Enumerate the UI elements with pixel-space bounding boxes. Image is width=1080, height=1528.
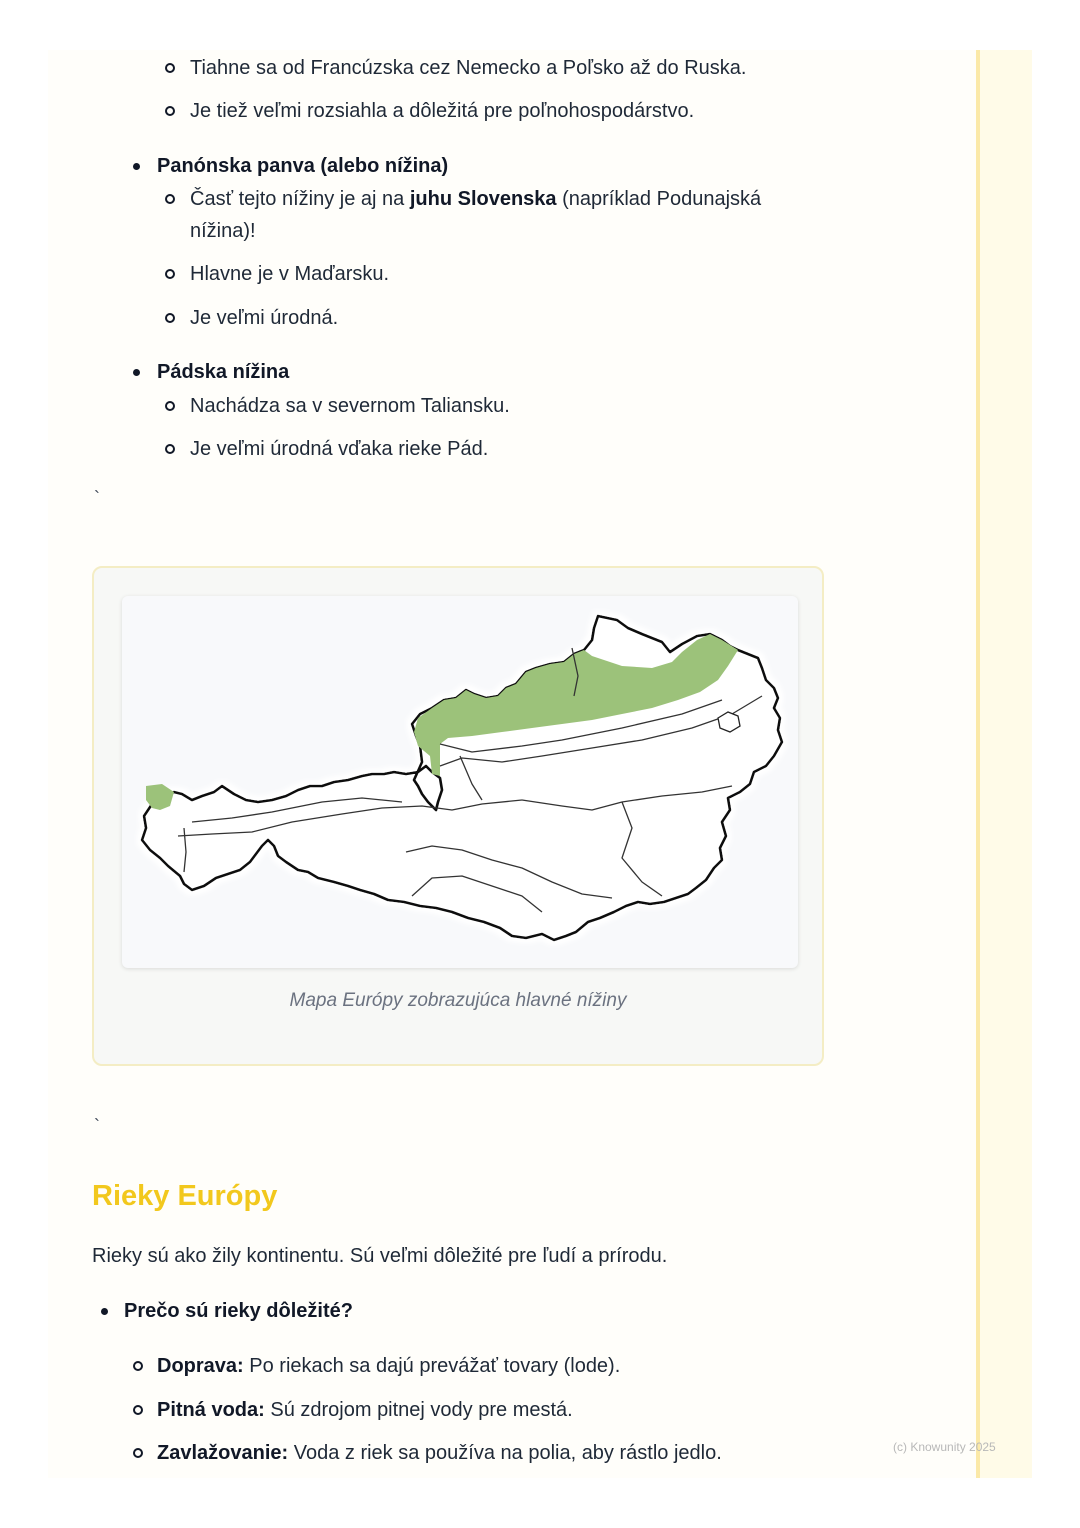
list-item: Nachádza sa v severnom Taliansku. <box>190 395 510 417</box>
list-item-label: Pitná voda: <box>157 1399 265 1421</box>
stray-backtick: ` <box>94 1116 100 1136</box>
list-item: Je veľmi úrodná vďaka rieke Pád. <box>190 438 489 460</box>
copyright-credit: (c) Knowunity 2025 <box>893 1440 996 1454</box>
list-item-text: (napríklad Podunajská <box>556 188 762 210</box>
bullet-circle <box>165 444 175 454</box>
list-item-emphasis: juhu Slovenska <box>409 188 557 210</box>
bullet-circle <box>165 269 175 279</box>
section-intro: Rieky sú ako žily kontinentu. Sú veľmi dôležité pre ľudí a prírodu. <box>92 1245 668 1267</box>
map-card <box>122 596 798 968</box>
list-item-text: Voda z riek sa používa na polia, aby rástlo jedlo. <box>288 1442 722 1464</box>
list-item-continuation: nížina)! <box>190 220 256 242</box>
list-item <box>157 1437 722 1469</box>
bullet-circle <box>133 1361 143 1371</box>
stray-backtick: ` <box>94 488 100 508</box>
list-item: Je tiež veľmi rozsiahla a dôležitá pre poľnohospodárstvo. <box>190 100 695 122</box>
map-caption: Mapa Európy zobrazujúca hlavné nížiny <box>289 990 627 1011</box>
list-item: Hlavne je v Maďarsku. <box>190 263 390 285</box>
list-item: Tiahne sa od Francúzska cez Nemecko a Poľsko až do Ruska. <box>190 57 747 79</box>
list-item <box>157 1350 620 1382</box>
list-item-label: Doprava: <box>157 1355 244 1377</box>
bullet-circle <box>165 401 175 411</box>
bullet-circle <box>133 1448 143 1458</box>
list-item-text: Po riekach sa dajú prevážať tovary (lode). <box>243 1355 621 1377</box>
pannonian-title: Panónska panva (alebo nížina) <box>157 155 449 177</box>
list-item: Je veľmi úrodná. <box>190 307 339 329</box>
bullet-dot <box>133 163 140 170</box>
bullet-dot <box>101 1308 108 1315</box>
bullet-circle <box>165 313 175 323</box>
bullet-circle <box>165 194 175 204</box>
po-title: Pádska nížina <box>157 361 290 383</box>
bullet-dot <box>133 369 140 376</box>
austria-lowlands-map <box>122 596 798 968</box>
bullet-circle <box>165 106 175 116</box>
section-heading: Rieky Európy <box>92 1180 278 1212</box>
bullet-circle <box>133 1405 143 1415</box>
map-figure <box>92 566 824 1066</box>
list-item-text: Časť tejto nížiny je aj na <box>190 188 410 210</box>
page-side-strip <box>976 50 1032 1478</box>
bullet-circle <box>165 63 175 73</box>
list-item-text: Sú zdrojom pitnej vody pre mestá. <box>264 1399 573 1421</box>
list-item-label: Zavlažovanie: <box>157 1442 289 1464</box>
list-item <box>190 183 761 215</box>
rivers-question: Prečo sú rieky dôležité? <box>124 1300 353 1322</box>
list-item <box>157 1394 573 1426</box>
